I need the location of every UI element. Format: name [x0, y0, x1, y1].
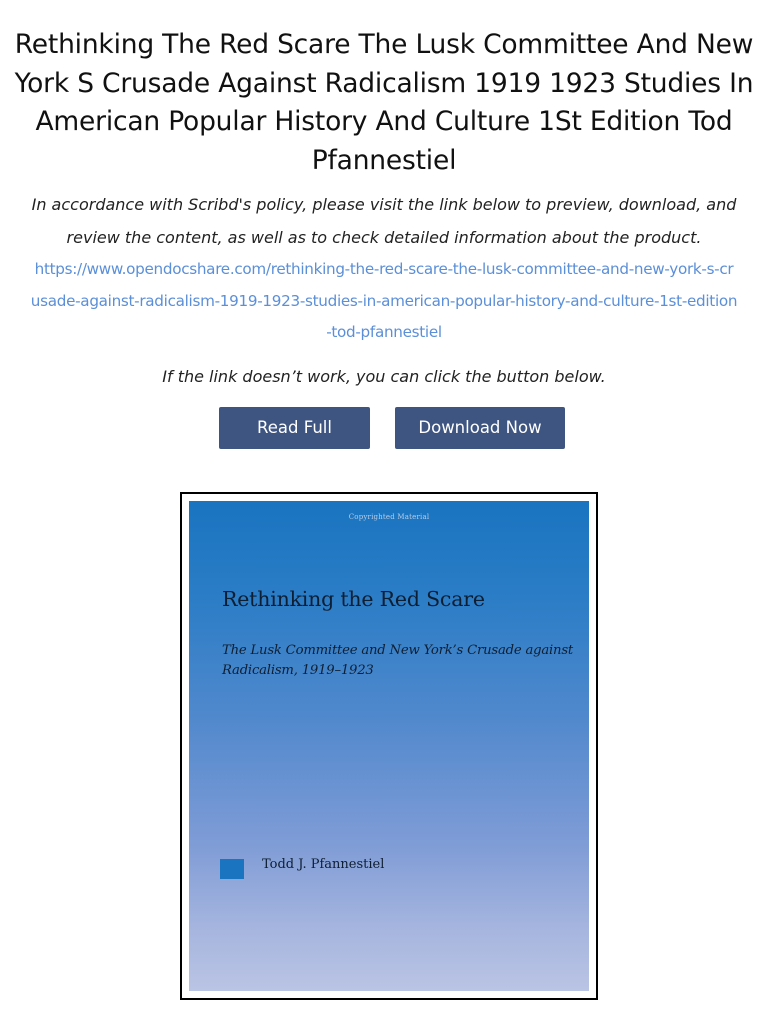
cover-title: Rethinking the Red Scare: [222, 587, 485, 611]
fallback-note: If the link doesn’t work, you can click the button below.: [162, 367, 606, 386]
policy-notice: In accordance with Scribd's policy, please visit the link below to preview, download, and review the content, as well as to check detailed information about the product.: [31, 195, 737, 247]
download-now-button[interactable]: Download Now: [395, 407, 565, 449]
cover-subtitle: The Lusk Committee and New York’s Crusade against Radicalism, 1919–1923: [222, 643, 574, 678]
book-cover: [189, 501, 589, 991]
product-link[interactable]: https://www.opendocshare.com/rethinking-the-red-scare-the-lusk-committee-and-new-york-s-crusade-against-radicalism-1919-1923-studies-in-american-popular-history-and-culture-1st-edition-tod-pfannestiel: [30, 260, 738, 341]
cover-watermark: Copyrighted Material: [348, 513, 430, 521]
read-full-button[interactable]: Read Full: [219, 407, 370, 449]
cover-square-decoration: [220, 859, 244, 879]
cover-author: Todd J. Pfannestiel: [262, 857, 385, 872]
page-title: Rethinking The Red Scare The Lusk Committee And New York S Crusade Against Radicalism 1919 1923 Studies In American Popular History And Culture 1St Edition Tod Pfannestiel: [14, 29, 754, 177]
book-cover-frame: [180, 492, 598, 1000]
